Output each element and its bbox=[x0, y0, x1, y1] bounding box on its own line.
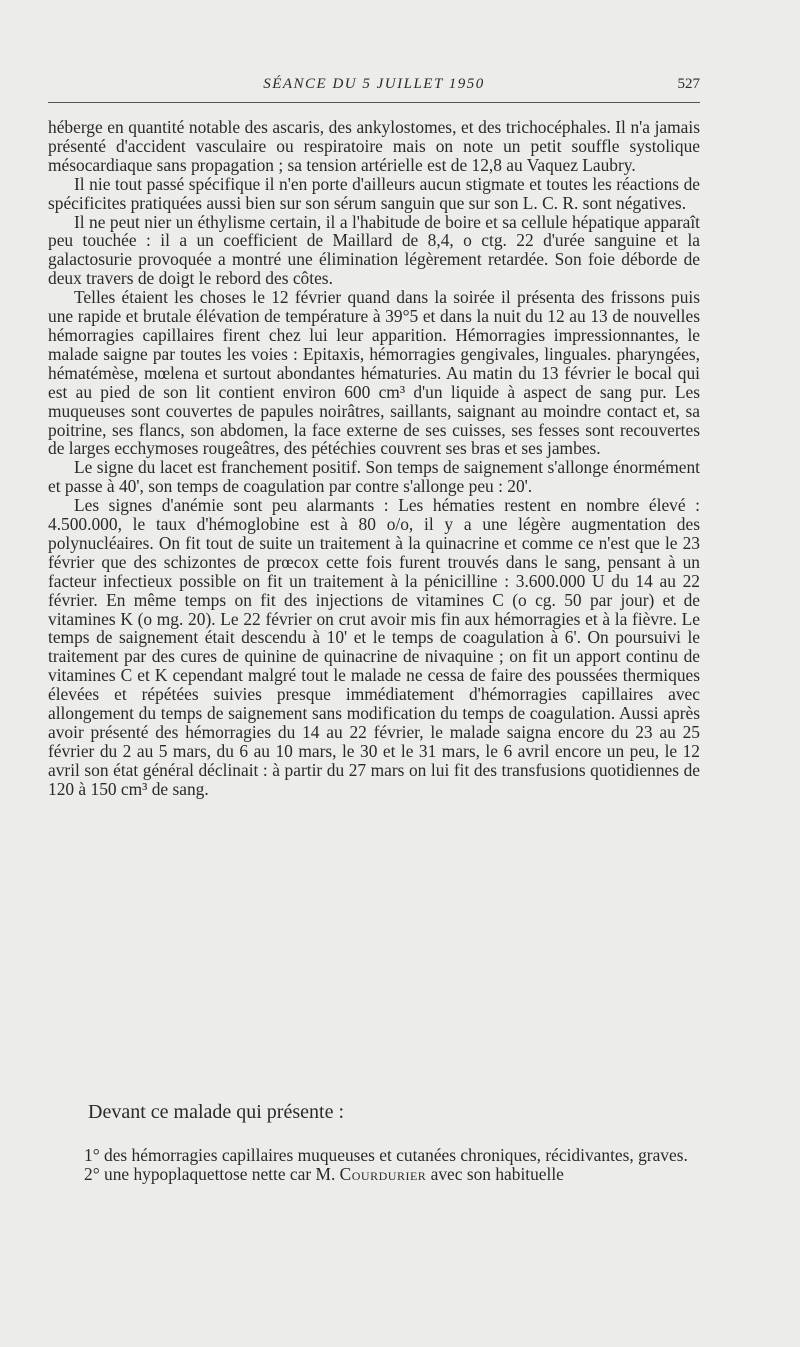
list-item: 1° des hémorragies capillaires muqueuses et cutanées chroniques, récidivantes, graves. bbox=[84, 1145, 688, 1165]
author-name: Courdurier bbox=[339, 1164, 427, 1184]
page-header bbox=[48, 76, 700, 102]
list-item-suffix: avec son habituelle bbox=[426, 1164, 564, 1184]
paragraph: Le signe du lacet est franchement positif. Son temps de saignement s'allonge énormément et passe à 40', son temps de coagulation par contre s'allonge peu : 20'. bbox=[48, 457, 700, 497]
page-number: 527 bbox=[677, 76, 700, 92]
paragraph: Il nie tout passé spécifique il n'en porte d'ailleurs aucun stigmate et toutes les réactions de spécificites pratiquées aussi bien sur son sérum sanguin que sur son L. C. R. sont négatives. bbox=[48, 173, 700, 213]
section-heading: Devant ce malade qui présente : bbox=[88, 1101, 344, 1123]
paragraph: Telles étaient les choses le 12 février quand dans la soirée il présenta des frissons puis une rapide et brutale élévation de température à 39°5 et dans la nuit du 12 au 13 de nouvelles hémorragies capillaires firent chez lui leur apparition. Hémorragies impressionnantes, le malade saigne par toutes les voies : Epitaxis, hémorragies gengivales, linguales. pharyngées, hématémèse, mœlena et surtout abondantes hématuries. Au matin du 13 février le bocal qui est au pied de son lit contient environ 600 cm³ d'un liquide à aspect de sang pur. Les muqueuses sont couvertes de papules noirâtres, saillants, saignant au moindre contact et, sa poitrine, ses flancs, son abdomen, la face externe de ses cuisses, ses fesses sont recouvertes de larges ecchymoses rougeâtres, des pétéchies couvrent ses bras et ses jambes. bbox=[48, 287, 700, 459]
paragraph: Les signes d'anémie sont peu alarmants : Les hématies restent en nombre élevé : 4.500.000, le taux d'hémoglobine est à 80 o/o, il y a une légère augmentation des polynucléaires. On fit tout de suite un traitement à la quinacrine et comme ce n'est que le 23 février que des schizontes de prœcox cette fois furent trouvés dans le sang, pensant à un facteur infectieux possible on fit un traitement à la pénicilline : 3.600.000 U du 14 au 22 février. En même temps on fit des injections de vitamines C (o cg. 50 par jour) et de vitamines K (o mg. 20). Le 22 février on crut avoir mis fin aux hémorragies et à la fièvre. Le temps de saignement était descendu à 10' et le temps de coagulation à 6'. On poursuivi le traitement par des cures de quinine de quinacrine de nivaquine ; on fit un apport continu de vitamines C et K cependant malgré tout le malade ne cessa de faire des poussées thermiques élevées et répétées suivies presque immédiatement d'hémorragies capillaires avec allongement du temps de saignement sans modification du temps de coagulation. Aussi après avoir présenté des hémorragies du 14 au 22 février, le malade saigna encore du 23 au 25 février du 2 au 5 mars, du 6 au 10 mars, le 30 et le 31 mars, le 6 avril encore un peu, le 12 avril son état général déclinait : à partir du 27 mars on lui fit des transfusions quotidiennes de 120 à 150 cm³ de sang. bbox=[48, 495, 700, 799]
paragraph: héberge en quantité notable des ascaris, des ankylostomes, et des trichocéphales. Il n'a jamais présenté d'accident vasculaire ou respiratoire mais on note un petit souffle systolique mésocardiaque sans propagation ; sa tension artérielle est de 12,8 au Vaquez Laubry. bbox=[48, 117, 700, 175]
paragraph: Il ne peut nier un éthylisme certain, il a l'habitude de boire et sa cellule hépatique apparaît peu touchée : il a un coefficient de Maillard de 8,4, o ctg. 22 d'urée sanguine et la galactosurie provoquée a montré une élimination légèrement retardée. Son foie déborde de deux travers de doigt le rebord des côtes. bbox=[48, 211, 700, 289]
numbered-list bbox=[48, 1146, 700, 1184]
list-item-prefix: 2° une hypoplaquettose nette car M. bbox=[84, 1164, 340, 1184]
list-item bbox=[48, 1165, 700, 1184]
header-rule bbox=[48, 102, 700, 103]
running-head: SÉANCE DU 5 JUILLET 1950 bbox=[263, 76, 485, 92]
body-text bbox=[48, 118, 700, 799]
